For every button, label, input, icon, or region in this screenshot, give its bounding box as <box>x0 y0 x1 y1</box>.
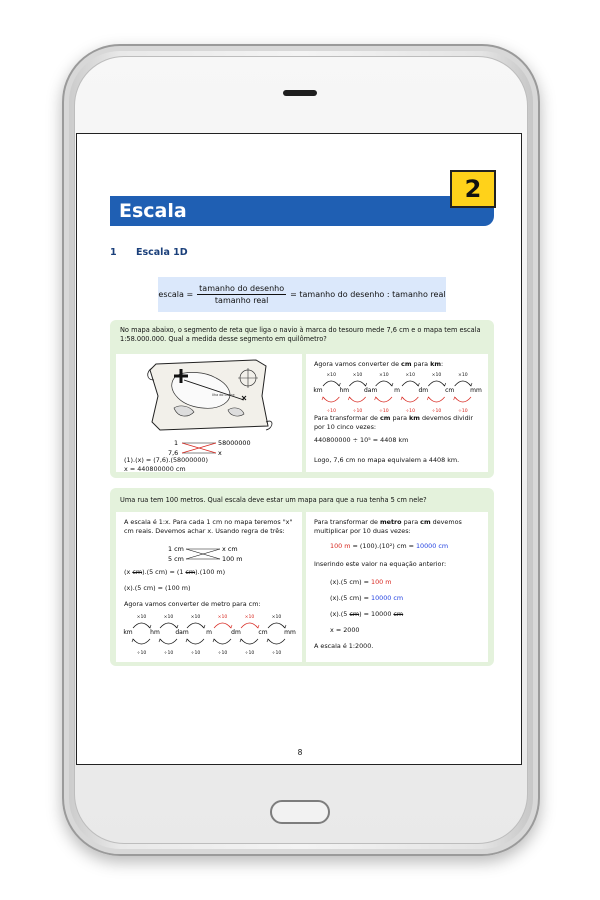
document-screen <box>76 133 522 765</box>
unit-ladder-2 <box>116 610 302 656</box>
section-title: Escala 1D <box>136 247 188 258</box>
divide-label: ÷10 <box>405 409 416 414</box>
divide-arc <box>133 639 150 644</box>
unit-label: cm <box>445 387 455 394</box>
multiply-label: ×10 <box>190 615 201 620</box>
treasure-map-illustration <box>116 356 302 436</box>
substitution-1: (x).(5 cm) = 100 m <box>330 578 392 586</box>
page-number: 8 <box>297 748 303 757</box>
arrow-head-icon <box>401 397 404 400</box>
map-island-label: Ilha do Lance <box>212 393 235 397</box>
explain-1: Para transformar de cm para km devemos dividir por 10 cinco vezes: <box>314 414 474 431</box>
multiply-label: ×10 <box>352 373 363 378</box>
divide-label: ÷10 <box>190 651 201 656</box>
formula-rhs: = tamanho do desenho : tamanho real <box>290 290 446 299</box>
divide-arc <box>268 639 285 644</box>
ratio-2-c: 5 cm <box>168 555 184 563</box>
divide-arc <box>160 639 177 644</box>
multiply-arc <box>376 381 392 386</box>
unit-label: mm <box>470 387 482 394</box>
arrow-head-icon <box>256 625 259 628</box>
multiply-label: ×10 <box>378 373 389 378</box>
divide-arc <box>428 397 444 402</box>
unit-label: mm <box>284 629 296 636</box>
rule-of-three-diagram-1 <box>116 438 302 458</box>
unit-label: cm <box>258 629 268 636</box>
problem-2-intro: A escala é 1:x. Para cada 1 cm no mapa teremos "x" cm reais. Devemos achar x. Usando regra de três: <box>124 518 293 535</box>
multiply-arc <box>241 623 258 628</box>
divide-label: ÷10 <box>163 651 174 656</box>
section-number: 1 <box>110 247 117 258</box>
ratio-2-a: 1 cm <box>168 545 184 553</box>
speaker-slot <box>283 90 317 96</box>
multiply-arc <box>323 381 339 386</box>
divide-label: ÷10 <box>378 409 389 414</box>
multiply-arc <box>214 623 231 628</box>
equation-cancel-1: (x cm).(5 cm) = (1 cm).(100 m) <box>124 568 226 576</box>
arrow-head-icon <box>348 397 351 400</box>
calc-line-2: x = 440800000 cm <box>124 465 186 473</box>
arrow-head-icon <box>240 639 243 642</box>
multiply-arc <box>455 381 471 386</box>
ratio-1-d: x <box>218 449 222 457</box>
home-button[interactable] <box>270 800 330 824</box>
multiply-arc <box>133 623 150 628</box>
arrow-head-icon <box>229 625 232 628</box>
arrow-head-icon <box>454 397 457 400</box>
chapter-title: Escala <box>119 200 187 222</box>
multiply-label: ×10 <box>431 373 442 378</box>
problem-card-2 <box>110 488 494 666</box>
arrow-head-icon <box>416 383 419 386</box>
conclusion-1: Logo, 7,6 cm no mapa equivalem a 4408 km. <box>314 456 460 464</box>
scale-formula <box>158 277 446 312</box>
divide-label: ÷10 <box>326 409 337 414</box>
problem-1-left-column <box>116 354 302 472</box>
arrow-head-icon <box>283 625 286 628</box>
arrow-head-icon <box>213 639 216 642</box>
unit-label: dam <box>175 629 189 636</box>
unit-label: hm <box>339 387 350 394</box>
section-heading <box>110 247 188 258</box>
unit-label: dm <box>418 387 429 394</box>
arrow-head-icon <box>267 639 270 642</box>
multiply-arc <box>268 623 285 628</box>
unit-label: hm <box>150 629 160 636</box>
arrow-head-icon <box>159 639 162 642</box>
problem-card-1 <box>110 320 494 478</box>
divide-label: ÷10 <box>352 409 363 414</box>
explain-2: Para transformar de metro para cm devemos multiplicar por 10 duas vezes: <box>314 518 462 535</box>
multiply-arc <box>187 623 204 628</box>
arrow-head-icon <box>132 639 135 642</box>
multiply-label: ×10 <box>217 615 228 620</box>
divide-arc <box>214 639 231 644</box>
divide-arc <box>323 397 339 402</box>
chapter-number-badge: 2 <box>450 170 496 208</box>
multiply-label: ×10 <box>136 615 147 620</box>
multiply-label: ×10 <box>326 373 337 378</box>
divide-arc <box>187 639 204 644</box>
insert-intro: Inserindo este valor na equação anterior: <box>314 560 447 568</box>
problem-2-right-column <box>306 512 488 662</box>
unit-label: m <box>206 629 212 636</box>
arrow-head-icon <box>175 625 178 628</box>
multiply-arc <box>349 381 365 386</box>
arrow-head-icon <box>443 383 446 386</box>
unit-label: dam <box>363 387 378 394</box>
substitution-2: (x).(5 cm) = 10000 cm <box>330 594 404 602</box>
multiply-label: ×10 <box>405 373 416 378</box>
division-line: 440800000 ÷ 10⁵ = 4408 km <box>314 436 409 444</box>
unit-label: m <box>394 387 400 394</box>
ratio-1-a: 1 <box>174 439 179 447</box>
conclusion-2: A escala é 1:2000. <box>314 642 374 650</box>
problem-2-left-column <box>116 512 302 662</box>
conversion-line: 100 m = (100).(10²) cm = 10000 cm <box>330 542 449 550</box>
unit-label: dm <box>231 629 241 636</box>
ratio-2-d: 100 m <box>222 555 243 563</box>
arrow-head-icon <box>202 625 205 628</box>
ratio-1-c: 7,6 <box>168 449 179 457</box>
arrow-head-icon <box>148 625 151 628</box>
divide-label: ÷10 <box>457 409 468 414</box>
divide-label: ÷10 <box>217 651 228 656</box>
divide-arc <box>376 397 392 402</box>
arrow-head-icon <box>364 383 367 386</box>
formula-fraction <box>197 284 286 305</box>
convert-intro-1: Agora vamos converter de cm para km: <box>314 360 444 368</box>
arrow-head-icon <box>322 397 325 400</box>
problem-1-right-column <box>306 354 488 472</box>
problem-1-question: No mapa abaixo, o segmento de reta que liga o navio à marca do tesouro mede 7,6 cm e o mapa tem escala 1:58.000.000. Qual a medida desse segmento em quilômetro? <box>120 326 481 344</box>
arrow-head-icon <box>469 383 472 386</box>
ratio-2-b: x cm <box>222 545 238 553</box>
ratio-1-b: 58000000 <box>218 439 251 447</box>
unit-ladder-1 <box>306 368 488 414</box>
multiply-arc <box>428 381 444 386</box>
equation-2: (x).(5 cm) = (100 m) <box>124 584 191 592</box>
multiply-label: ×10 <box>163 615 174 620</box>
formula-lhs: escala = <box>158 290 194 299</box>
multiply-label: ×10 <box>244 615 255 620</box>
unit-label: km <box>123 629 133 636</box>
calc-line-1: (1).(x) = (7,6).(58000000) <box>124 456 208 464</box>
divide-label: ÷10 <box>244 651 255 656</box>
arrow-head-icon <box>375 397 378 400</box>
divide-arc <box>455 397 471 402</box>
result-x: x = 2000 <box>330 626 360 634</box>
divide-label: ÷10 <box>431 409 442 414</box>
arrow-head-icon <box>427 397 430 400</box>
substitution-3: (x).(5 cm) = 10000 cm <box>330 610 404 618</box>
unit-label: km <box>313 387 323 394</box>
problem-2-question: Uma rua tem 100 metros. Qual escala deve estar um mapa para que a rua tenha 5 cm nele? <box>120 496 427 504</box>
divide-label: ÷10 <box>136 651 147 656</box>
multiply-arc <box>402 381 418 386</box>
divide-arc <box>349 397 365 402</box>
multiply-label: ×10 <box>271 615 282 620</box>
arrow-head-icon <box>186 639 189 642</box>
rule-of-three-diagram-2 <box>116 544 302 564</box>
arrow-head-icon <box>390 383 393 386</box>
convert-intro-2: Agora vamos converter de metro para cm: <box>124 600 261 608</box>
multiply-label: ×10 <box>457 373 468 378</box>
divide-label: ÷10 <box>271 651 282 656</box>
arrow-head-icon <box>337 383 340 386</box>
divide-arc <box>241 639 258 644</box>
formula-numerator: tamanho do desenho <box>199 284 285 293</box>
multiply-arc <box>160 623 177 628</box>
divide-arc <box>402 397 418 402</box>
formula-denominator: tamanho real <box>214 296 269 305</box>
